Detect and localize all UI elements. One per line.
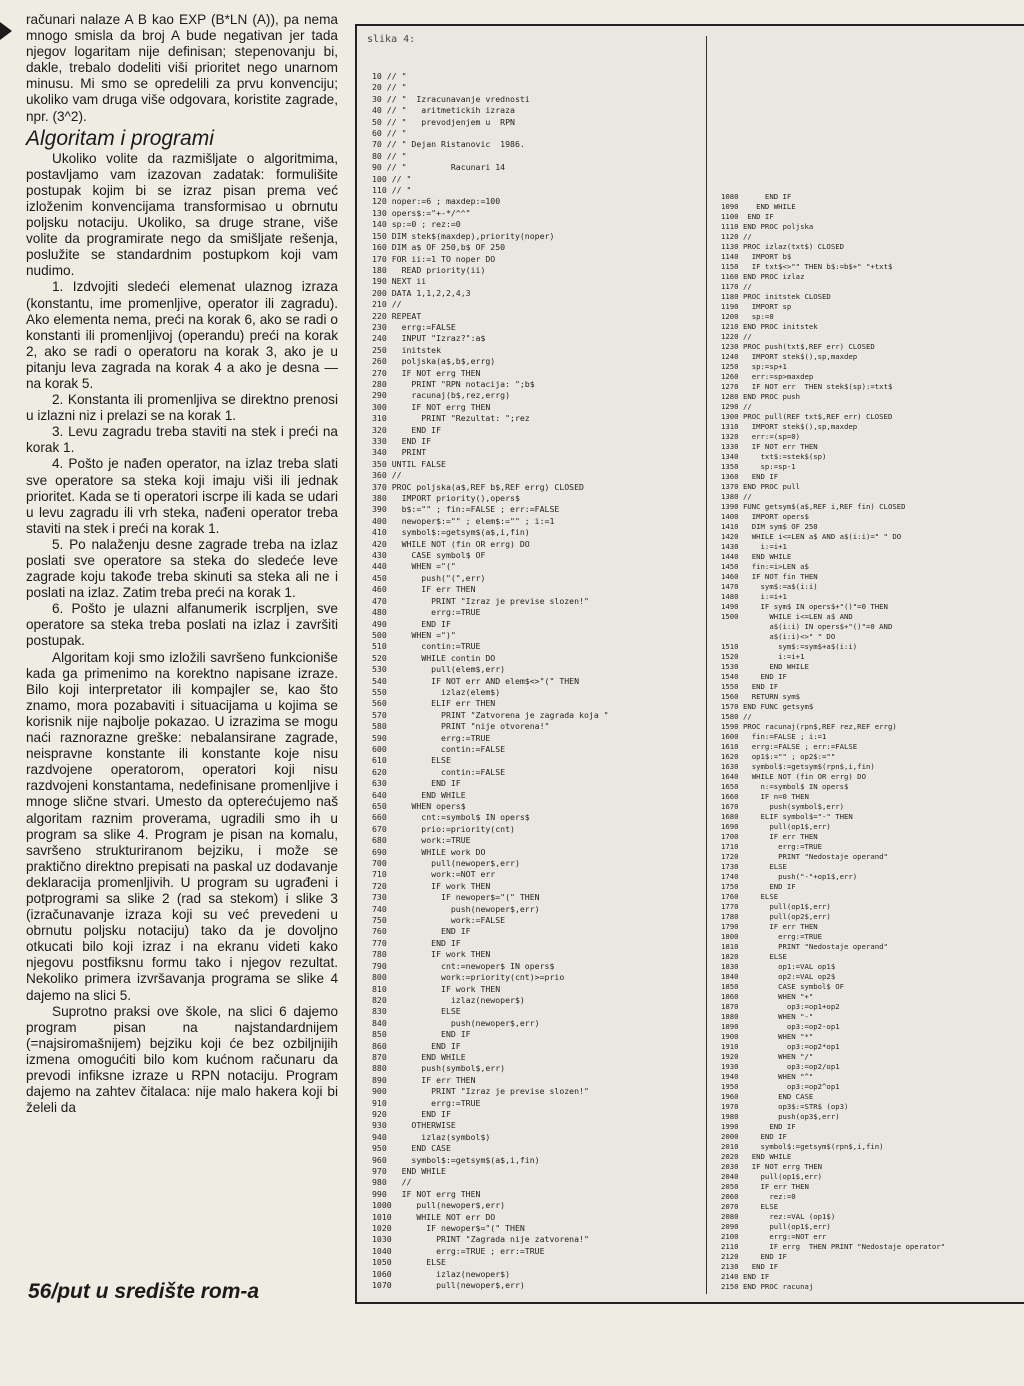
code-line: 640 END WHILE	[372, 789, 466, 800]
code-line: 1690 pull(op1$,err)	[721, 822, 831, 831]
code-line: 630 END IF	[372, 778, 461, 789]
listing-caption: slika 4:	[367, 34, 416, 45]
code-line: 310 PRINT "Rezultat: ";rez	[372, 413, 530, 424]
code-line: 1570 END FUNC getsym$	[721, 702, 814, 711]
code-line: 1620 op1$:="" ; op2$:=""	[721, 752, 836, 761]
code-line: 1090 END WHILE	[721, 202, 796, 211]
code-line: 490 END IF	[372, 618, 451, 629]
code-line: 1770 pull(op1$,err)	[721, 902, 831, 911]
code-line: 1230 PROC push(txt$,REF err) CLOSED	[721, 342, 875, 351]
code-line: 600 contin:=FALSE	[372, 743, 506, 754]
column-divider	[706, 36, 707, 1294]
code-line: 1520 i:=i+1	[721, 652, 805, 661]
code-line: 430 CASE symbol$ OF	[372, 550, 486, 561]
code-line: 560 ELIF err THEN	[372, 698, 496, 709]
code-line: 850 END IF	[372, 1029, 471, 1040]
code-line: 260 poljska(a$,b$,errg)	[372, 356, 496, 367]
code-line: 580 PRINT "nije otvorena!"	[372, 721, 550, 732]
code-line: 1610 errg:=FALSE ; err:=FALSE	[721, 742, 858, 751]
code-line: 830 ELSE	[372, 1006, 461, 1017]
code-line: 500 WHEN =")"	[372, 629, 456, 640]
code-line: 1080 END IF	[721, 192, 792, 201]
code-line: 160 DIM a$ OF 250,b$ OF 250	[372, 242, 506, 253]
code-line: 710 work:=NOT err	[372, 869, 496, 880]
code-line: 2140 END IF	[721, 1272, 770, 1281]
code-line: 1960 END CASE	[721, 1092, 814, 1101]
code-line: 1460 IF NOT fin THEN	[721, 572, 818, 581]
code-line: 2120 END IF	[721, 1252, 787, 1261]
code-line: 1780 pull(op2$,err)	[721, 912, 831, 921]
code-line: 980 //	[372, 1177, 412, 1188]
code-line: 720 IF work THEN	[372, 880, 491, 891]
code-line: 820 izlaz(newoper$)	[372, 994, 525, 1005]
code-line: 1290 //	[721, 402, 752, 411]
code-line: 1980 push(op3$,err)	[721, 1112, 840, 1121]
code-line: 80 // "	[372, 150, 407, 161]
code-line: 780 IF work THEN	[372, 949, 491, 960]
code-line: 2020 END WHILE	[721, 1152, 792, 1161]
code-line: 910 errg:=TRUE	[372, 1097, 481, 1108]
code-line: 960 symbol$:=getsym$(a$,i,fin)	[372, 1154, 540, 1165]
code-line: 1060 izlaz(newoper$)	[372, 1268, 511, 1279]
code-line: 570 PRINT "Zatvorena je zagrada koja "	[372, 709, 609, 720]
code-line: 1860 WHEN "+"	[721, 992, 814, 1001]
code-line: 110 // "	[372, 185, 412, 196]
code-line: 1850 CASE symbol$ OF	[721, 982, 845, 991]
code-line: 1180 PROC initstek CLOSED	[721, 292, 831, 301]
code-line: 60 // "	[372, 128, 407, 139]
page-footer: 56/put u središte rom-a	[28, 1280, 260, 1303]
code-line: 520 WHILE contin DO	[372, 652, 496, 663]
code-line: 1510 sym$:=sym$+a$(i:i)	[721, 642, 858, 651]
code-line: 1130 PROC izlaz(txt$) CLOSED	[721, 242, 845, 251]
code-line: 380 IMPORT priority(),opers$	[372, 493, 520, 504]
code-line: 140 sp:=0 ; rez:=0	[372, 219, 461, 230]
code-line: 350 UNTIL FALSE	[372, 458, 446, 469]
code-line: 220 REPEAT	[372, 310, 422, 321]
code-line: 2090 pull(op1$,err)	[721, 1222, 831, 1231]
code-line: 150 DIM stek$(maxdep),priority(noper)	[372, 230, 555, 241]
code-line: 1000 pull(newoper$,err)	[372, 1200, 506, 1211]
code-line: 30 // " Izracunavanje vrednosti	[372, 93, 530, 104]
code-line: 1400 IMPORT opers$	[721, 512, 809, 521]
code-line: 1710 errg:=TRUE	[721, 842, 823, 851]
code-line: 1900 WHEN "*"	[721, 1032, 814, 1041]
code-line: 1170 //	[721, 282, 752, 291]
paragraph: 2. Konstanta ili promenljiva se direktno prenosi u izlazni niz i prelazi se na korak 1.	[26, 392, 338, 424]
listing-right-column	[721, 192, 945, 1292]
code-line: 100 // "	[372, 173, 412, 184]
code-line: 650 WHEN opers$	[372, 801, 466, 811]
code-line: 610 ELSE	[372, 755, 451, 766]
code-line: 1970 op3$:=STR$ (op3)	[721, 1102, 849, 1111]
code-line: 1070 pull(newoper$,err)	[372, 1280, 525, 1291]
code-line: 870 END WHILE	[372, 1051, 466, 1062]
code-line: 1310 IMPORT stek$(),sp,maxdep	[721, 422, 858, 431]
code-line: 170 FOR ii:=1 TO noper DO	[372, 253, 496, 264]
program-listing	[355, 24, 1024, 1304]
code-line: 250 initstek	[372, 344, 442, 355]
code-line: 990 IF NOT errg THEN	[372, 1188, 481, 1199]
code-line: 1450 fin:=i>LEN a$	[721, 562, 809, 571]
code-line: 1380 //	[721, 492, 752, 501]
paragraph: 6. Pošto je ulazni alfanumerik iscrpljen, sve operatore sa steka treba poslati na izlaz i završiti postupak.	[26, 601, 338, 649]
paragraph: Ukoliko volite da razmišljate o algoritmima, postavljamo vam izazovan zadatak: formulišite postupak kojim bi se izraz pisan prema već izloženim konvencijama transformisao u obrnutu poljsku notaciju. Ukoliko, sa druge strane, više volite da programirate nego da smišljate rešenja, poslužite se standardnim postupkom koji vam nudimo.	[26, 150, 338, 279]
code-line: 1430 i:=i+1	[721, 542, 787, 551]
code-line: 1890 op3:=op2-op1	[721, 1022, 840, 1031]
code-line: 680 work:=TRUE	[372, 835, 471, 846]
code-line: 880 push(symbol$,err)	[372, 1063, 506, 1074]
code-line: 700 pull(newoper$,err)	[372, 858, 520, 869]
code-line: 2080 rez:=VAL (op1$)	[721, 1212, 836, 1221]
code-line: 1350 sp:=sp-1	[721, 462, 796, 471]
code-line: 1220 //	[721, 332, 752, 341]
code-line: 2000 END IF	[721, 1132, 787, 1141]
code-line: 120 noper:=6 ; maxdep:=100	[372, 196, 501, 207]
code-line: 1470 sym$:=a$(i:i)	[721, 582, 818, 591]
code-line: 40 // " aritmetickih izraza	[372, 105, 515, 116]
code-line: 1650 n:=symbol$ IN opers$	[721, 782, 849, 791]
code-line: 1930 op3:=op2/op1	[721, 1062, 840, 1071]
code-line: 440 WHEN ="("	[372, 561, 456, 572]
code-line: 2150 END PROC racunaj	[721, 1282, 814, 1291]
code-line: 900 PRINT "Izraz je previse slozen!"	[372, 1086, 589, 1097]
code-line: 1600 fin:=FALSE ; i:=1	[721, 732, 827, 741]
code-line: 130 opers$:="+-*/^^"	[372, 207, 471, 218]
code-line: 1340 txt$:=stek$(sp)	[721, 452, 827, 461]
code-line: 1050 ELSE	[372, 1257, 446, 1268]
code-line: 1210 END PROC initstek	[721, 322, 818, 331]
code-line: 210 //	[372, 299, 402, 310]
code-line: 620 contin:=FALSE	[372, 766, 506, 777]
code-line: 1760 ELSE	[721, 892, 779, 901]
code-line: 590 errg:=TRUE	[372, 732, 491, 743]
section-heading: Algoritam i programi	[26, 126, 214, 150]
paragraph: Algoritam koji smo izložili savršeno funkcioniše kada ga primenimo na korektno napisane izraze. Bilo koji interpretator ili kompajler se, kao što znamo, mora pozabaviti i situacijama u kojima se korisnik nije najbolje pokazao. U izrazima se mogu naći raznorazne greške: nebalansirane zagrade, neispravne konstante ili konstante koje nisu razdvojene operatorom, operatori koji nisu razdvojeni konstantama, nedefinisane promenljive i mnoge slične stvari. Umesto da opterećujemo naš algoritam raznim proverama, ugradili smo ih u program sa slike 4. Program je pisan na komalu, savršeno strukturiranom bejziku, i može se praktično direktno prepisati na paskal uz dodavanje deklaracija promenljivih. U program su ugrađeni i potprogrami sa slike 2 (rad sa stekom) i slike 3 (izračunavanje izraza koji su već prevedeni u obrnutu poljsku notaciju) tako da je dovoljno otkucati bilo koji izraz i na ekranu videti kako njegovu postfiksnu formu tako i njegov rezultat. Nekoliko primera izvršavanja programa se slike 4 dajemo na slici 5.	[26, 649, 338, 1003]
code-line: 90 // " Racunari 14	[372, 162, 506, 173]
code-line: 200 DATA 1,1,2,2,4,3	[372, 287, 471, 298]
code-line: 1300 PROC pull(REF txt$,REF err) CLOSED	[721, 412, 893, 421]
code-line: 1320 err:=(sp=0)	[721, 432, 801, 441]
code-line: 1390 FUNC getsym$(a$,REF i,REF fin) CLOSED	[721, 502, 906, 511]
paragraph: 5. Po nalaženju desne zagrade treba na izlaz poslati sve operatore sa steka do sledeće leve zagrade koju takođe treba skinuti sa steka ali ne i poslati na izlaz. Zatim treba preći na korak 1.	[26, 536, 338, 601]
code-line: 1420 WHILE i<=LEN a$ AND a$(i:i)=" " DO	[721, 532, 902, 541]
code-line: 760 END IF	[372, 926, 471, 937]
code-line: 1200 sp:=0	[721, 312, 774, 321]
paragraph: Suprotno praksi ove škole, na slici 6 dajemo program pisan na najstandardnijem (=najsiromašnijem) bejziku koji će bez ozbiljnijih izmena omogućiti bilo kom kućnom računaru da prevodi infiksne izraze u RPN notaciju. Program dajemo na zahtev čitalaca: nije malo hakera koji bi želeli da	[26, 1003, 338, 1116]
code-line: 2040 pull(op1$,err)	[721, 1172, 823, 1181]
code-line: 1120 //	[721, 232, 752, 241]
code-line: 1870 op3:=op1+op2	[721, 1002, 840, 1011]
code-line: 70 // " Dejan Ristanovic 1986.	[372, 139, 525, 150]
code-line: 340 PRINT	[372, 447, 427, 458]
code-line: 1590 PROC racunaj(rpn$,REF rez,REF errg)	[721, 722, 897, 731]
code-line: 180 READ priority(ii)	[372, 264, 486, 275]
code-line: 550 izlaz(elem$)	[372, 686, 501, 697]
code-line: 2010 symbol$:=getsym$(rpn$,i,fin)	[721, 1142, 884, 1151]
code-line: 1530 END WHILE	[721, 662, 809, 671]
code-line: a$(i:i) IN opers$+"()"=0 AND	[721, 622, 893, 631]
code-line: 1840 op2:=VAL op2$	[721, 972, 836, 981]
code-line: 2050 IF err THEN	[721, 1182, 809, 1191]
code-line: 230 errg:=FALSE	[372, 321, 456, 332]
code-line: 280 PRINT "RPN notacija: ";b$	[372, 378, 535, 389]
code-line: 1630 symbol$:=getsym$(rpn$,i,fin)	[721, 762, 875, 771]
code-line: 390 b$:="" ; fin:=FALSE ; err:=FALSE	[372, 504, 560, 515]
code-line: 2070 ELSE	[721, 1202, 779, 1211]
code-line: 320 END IF	[372, 424, 442, 435]
code-line: 690 WHILE work DO	[372, 846, 486, 857]
code-line: 890 IF err THEN	[372, 1074, 476, 1085]
code-line: 1820 ELSE	[721, 952, 787, 961]
code-line: 2100 errg:=NOT err	[721, 1232, 827, 1241]
code-line: 750 work:=FALSE	[372, 915, 506, 926]
code-line: 400 newoper$:="" ; elem$:="" ; i:=1	[372, 515, 555, 526]
code-line: 270 IF NOT errg THEN	[372, 367, 481, 378]
code-line: 940 izlaz(symbol$)	[372, 1131, 491, 1142]
code-line: 800 work:=priority(cnt)>=prio	[372, 972, 565, 983]
code-line: 2060 rez:=0	[721, 1192, 796, 1201]
code-line: 1260 err:=sp>maxdep	[721, 372, 814, 381]
code-line: 480 errg:=TRUE	[372, 607, 481, 618]
code-line: 1010 WHILE NOT err DO	[372, 1211, 496, 1222]
code-line: 670 prio:=priority(cnt)	[372, 823, 515, 834]
code-line: 840 push(newoper$,err)	[372, 1017, 540, 1028]
code-line: 190 NEXT ii	[372, 276, 427, 287]
article-text-column	[26, 12, 338, 1116]
code-line: 300 IF NOT errg THEN	[372, 401, 491, 412]
code-line: 1020 IF newoper$="(" THEN	[372, 1223, 525, 1234]
code-line: 1540 END IF	[721, 672, 787, 681]
paragraph: 1. Izdvojiti sledeći elemenat ulaznog izraza (konstantu, ime promenljive, operator ili zagradu). Ako elementa nema, preći na korak 6, ako se radi o konstanti ili promenljivoj (operandu) preći na korak 2, ako se radi o operatoru na korak 3, ako je u pitanju leva zagrada na korak 4 a ako je desna — na korak 5.	[26, 279, 338, 391]
code-line: 1670 push(symbol$,err)	[721, 802, 845, 811]
code-line: 460 IF err THEN	[372, 584, 476, 595]
code-line: 810 IF work THEN	[372, 983, 501, 994]
code-line: 1440 END WHILE	[721, 552, 792, 561]
code-line: 1160 END PROC izlaz	[721, 272, 805, 281]
triangle-bullet-icon	[0, 22, 12, 40]
code-line: 860 END IF	[372, 1040, 461, 1051]
code-line: 920 END IF	[372, 1108, 451, 1119]
code-line: 930 OTHERWISE	[372, 1120, 456, 1131]
code-line: 1100 END IF	[721, 212, 774, 221]
code-line: 1810 PRINT "Nedostaje operand"	[721, 942, 888, 951]
code-line: 10 // "	[372, 71, 407, 81]
code-line: 540 IF NOT err AND elem$<>"(" THEN	[372, 675, 580, 686]
code-line: 2110 IF errg THEN PRINT "Nedostaje operator"	[721, 1242, 946, 1251]
code-line: 790 cnt:=newoper$ IN opers$	[372, 960, 555, 971]
code-line: 1280 END PROC push	[721, 392, 801, 401]
code-line: 1800 errg:=TRUE	[721, 932, 823, 941]
code-line: 1730 ELSE	[721, 862, 787, 871]
code-line: 1150 IF txt$<>"" THEN b$:=b$+" "+txt$	[721, 262, 893, 271]
code-line: 1480 i:=i+1	[721, 592, 787, 601]
code-line: 2130 END IF	[721, 1262, 779, 1271]
code-line: 1910 op3:=op2*op1	[721, 1042, 840, 1051]
code-line: 1790 IF err THEN	[721, 922, 818, 931]
code-line: 1680 ELIF symbol$="-" THEN	[721, 812, 853, 821]
code-line: 1110 END PROC poljska	[721, 222, 814, 231]
code-line: 1720 PRINT "Nedostaje operand"	[721, 852, 888, 861]
code-line: 1700 IF err THEN	[721, 832, 818, 841]
paragraph: 4. Pošto je nađen operator, na izlaz treba slati sve operatore sa steka koji imaju viši ili jednak prioritet. Kada se ti operatori iscrpe ili kada se udari u levu zagradu ili vrh steka, nađeni operator treba staviti na stek i preći na korak 1.	[26, 456, 338, 536]
code-line: 1410 DIM sym$ OF 250	[721, 522, 818, 531]
code-line: 240 INPUT "Izraz?":a$	[372, 333, 486, 344]
code-line: 1360 END IF	[721, 472, 779, 481]
code-line: 410 symbol$:=getsym$(a$,i,fin)	[372, 527, 530, 538]
code-line: 530 pull(elem$,err)	[372, 664, 506, 675]
listing-left-column	[372, 71, 609, 1291]
code-line: 770 END IF	[372, 937, 461, 948]
code-line: 50 // " prevodjenjem u RPN	[372, 116, 515, 127]
code-line: 1240 IMPORT stek$(),sp,maxdep	[721, 352, 858, 361]
code-line: 1580 //	[721, 712, 752, 721]
code-line: 1190 IMPORT sp	[721, 302, 792, 311]
code-line: 510 contin:=TRUE	[372, 641, 481, 652]
code-line: 1030 PRINT "Zagrada nije zatvorena!"	[372, 1234, 589, 1245]
code-line: 1250 sp:=sp+1	[721, 362, 787, 371]
code-line: 2030 IF NOT errg THEN	[721, 1162, 823, 1171]
code-line: 1940 WHEN "^"	[721, 1072, 814, 1081]
code-line: 290 racunaj(b$,rez,errg)	[372, 390, 511, 401]
code-line: 1330 IF NOT err THEN	[721, 442, 818, 451]
code-line: 730 IF newoper$="(" THEN	[372, 892, 540, 903]
code-line: 950 END CASE	[372, 1143, 451, 1154]
code-line: 740 push(newoper$,err)	[372, 903, 540, 914]
code-line: 1140 IMPORT b$	[721, 252, 792, 261]
code-line: 1920 WHEN "/"	[721, 1052, 814, 1061]
code-line: 360 //	[372, 470, 402, 481]
code-line: 1990 END IF	[721, 1122, 796, 1131]
code-line: 1560 RETURN sym$	[721, 692, 801, 701]
code-line: 470 PRINT "Izraz je previse slozen!"	[372, 595, 589, 606]
code-line: 20 // "	[372, 82, 407, 93]
code-line: 1370 END PROC pull	[721, 482, 801, 491]
code-line: 370 PROC poljska(a$,REF b$,REF errg) CLOSED	[372, 481, 584, 492]
code-line: 1880 WHEN "-"	[721, 1012, 814, 1021]
code-line: 450 push("(",err)	[372, 572, 486, 583]
code-line: 1660 IF n=0 THEN	[721, 792, 809, 801]
code-line: a$(i:i)<>" " DO	[721, 632, 836, 641]
paragraph: računari nalaze A B kao EXP (B*LN (A)), pa nema mnogo smisla da broj A bude negativan jer tada njegov logaritam nije definisan; stepenovanju bi, dakle, trebalo dodeliti viši prioritet nego unarnom minusu. Mi smo se opredelili za prvu konvenciju; ukoliko vam druga više odgovara, koristite zagrade, npr. (3^2).	[26, 12, 338, 124]
code-line: 330 END IF	[372, 436, 432, 446]
code-line: 1270 IF NOT err THEN stek$(sp):=txt$	[721, 382, 893, 391]
code-line: 1550 END IF	[721, 682, 779, 691]
code-line: 1750 END IF	[721, 882, 796, 891]
code-line: 1640 WHILE NOT (fin OR errg) DO	[721, 772, 866, 781]
code-line: 1830 op1:=VAL op1$	[721, 962, 836, 971]
code-line: 970 END WHILE	[372, 1166, 446, 1176]
paragraph: 3. Levu zagradu treba staviti na stek i preći na korak 1.	[26, 424, 338, 456]
code-line: 1490 IF sym$ IN opers$+"()"=0 THEN	[721, 602, 888, 611]
code-line: 1040 errg:=TRUE ; err:=TRUE	[372, 1245, 545, 1256]
code-line: 420 WHILE NOT (fin OR errg) DO	[372, 538, 530, 549]
code-line: 1740 push("-"+op1$,err)	[721, 872, 858, 881]
code-line: 1500 WHILE i<=LEN a$ AND	[721, 612, 853, 621]
code-line: 1950 op3:=op2^op1	[721, 1082, 840, 1091]
code-line: 660 cnt:=symbol$ IN opers$	[372, 812, 530, 823]
